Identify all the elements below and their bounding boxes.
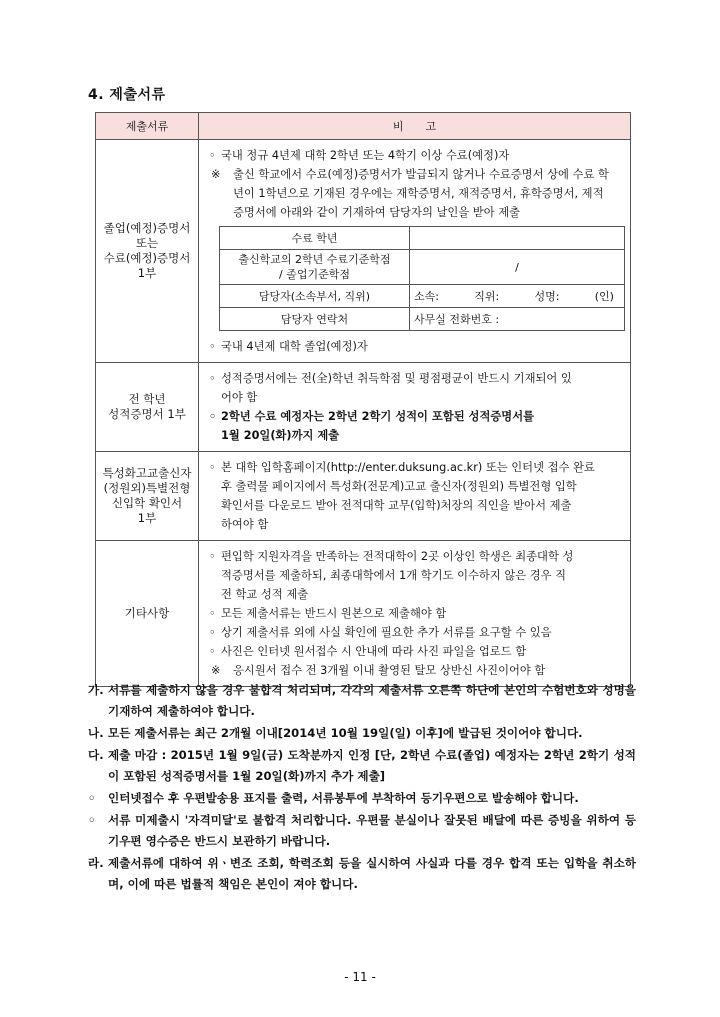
cell-value: 사무실 전화번호 :: [410, 308, 625, 331]
label-line: 수료(예정)증명서: [103, 251, 191, 265]
note-text: 출신 학교에서 수료(예정)증명서가 발급되지 않거나 수료증명서 상에 수료 학: [233, 168, 609, 181]
item-text: 적증명서를 제출하되, 최종대학에서 1개 학기도 이수하지 않은 경우 직: [221, 569, 567, 582]
item-text: 사진은 인터넷 원서접수 시 안내에 따라 사진 파일을 업로드 함: [221, 645, 527, 658]
row-label-transcript: [96, 363, 199, 452]
note-item: [207, 165, 622, 184]
item-text: 성적증명서에는 전(全)학년 취득학점 및 평점평균이 반드시 기재되어 있: [221, 372, 572, 385]
row-label-graduation: [96, 140, 199, 363]
label-line: 신입학 확인서: [111, 496, 183, 510]
table-header-row: [96, 113, 631, 140]
item-text: 2학년 수료 예정자는 2학년 2학기 성적이 포함된 성적증명서를: [221, 410, 535, 423]
item-text: 국내 4년제 대학 졸업(예정)자: [221, 340, 368, 353]
page-number: - 11 -: [344, 970, 376, 984]
list-item: [207, 623, 622, 642]
table-row: [96, 541, 631, 687]
item-text: 모든 제출서류는 반드시 원본으로 제출해야 함: [221, 607, 447, 620]
cell-label-line: 출신학교의 2학년 수료기준학점: [238, 253, 391, 266]
bullet-icon: ◦: [209, 340, 216, 353]
list-marker: 나.: [88, 726, 104, 740]
section-title: 4. 제출서류: [88, 87, 166, 103]
note-text: 응시원서 접수 전 3개월 이내 촬영된 탈모 상반신 사진이어야 함: [233, 664, 546, 677]
row-remarks-special: [199, 452, 631, 541]
table-row: [220, 308, 625, 331]
item-text: 어야 함: [221, 391, 258, 404]
list-item: [207, 642, 622, 661]
note-text: 증명서에 아래와 같이 기재하여 담당자의 날인을 받아 제출: [233, 206, 521, 219]
note-icon: ※: [211, 168, 221, 181]
bullet-icon: ◦: [209, 550, 216, 563]
label-line: 1부: [137, 511, 157, 525]
item-text: 후 출력물 페이지에서 특성화(전문계)고교 출신자(정원외) 특별전형 입학: [221, 480, 577, 493]
note-bullet-1: [88, 788, 636, 809]
list-marker: 다.: [88, 748, 104, 762]
notes-section: [88, 680, 636, 896]
bullet-icon: ◦: [209, 149, 216, 162]
note-bullet-2: [88, 810, 636, 852]
note-ra: [88, 853, 636, 895]
label-line: 1부: [137, 266, 157, 280]
bullet-icon: ◦: [88, 813, 96, 827]
list-item: [207, 458, 622, 477]
header-remarks: 비 고: [199, 113, 631, 140]
note-text: 서류 미제출시 '자격미달'로 불합격 처리합니다. 우편물 분실이나 잘못된 배달에 따른 증빙을 위하여 등기우편 영수증은 반드시 보관하기 바랍니다.: [108, 813, 636, 848]
position-field: 직위:: [474, 289, 500, 303]
list-marker: 라.: [88, 856, 104, 870]
cell-label: 담당자(소속부서, 직위): [220, 285, 410, 308]
note-text: 제출 마감 : 2015년 1월 9일(금) 도착분까지 인정 [단, 2학년 수료(졸업) 예정자는 2학년 2학기 성적이 포함된 성적증명서를 1월 20일(화)까지 추가 제출]: [108, 748, 636, 783]
bullet-icon: ◦: [209, 626, 216, 639]
affiliation-field: 소속:: [414, 289, 439, 303]
label-line: 특성화고교출신자: [102, 466, 192, 480]
table-row: [220, 285, 625, 308]
note-text: 인터넷접수 후 우편발송용 표지를 출력, 서류봉투에 부착하여 등기우편으로 발송해야 합니다.: [108, 791, 579, 805]
bullet-icon: ◦: [209, 410, 217, 423]
header-documents: 제출서류: [96, 113, 199, 140]
label-line: 전 학년: [128, 392, 166, 406]
bullet-icon: ◦: [209, 645, 216, 658]
note-icon: ※: [211, 664, 221, 677]
table-row: [220, 227, 625, 250]
note-text: 서류를 제출하지 않을 경우 불합격 처리되며, 각각의 제출서류 오른쪽 하단에 본인의 수험번호와 성명을 기재하여 제출하여야 합니다.: [108, 683, 636, 718]
table-row: [96, 452, 631, 541]
item-text: 상기 제출서류 외에 사실 확인에 필요한 추가 서류를 요구할 수 있음: [221, 626, 552, 639]
table-row: [220, 250, 625, 285]
list-marker: 가.: [88, 683, 104, 697]
row-remarks-transcript: [199, 363, 631, 452]
bullet-icon: ◦: [209, 461, 216, 474]
cell-label: [220, 250, 410, 285]
label-line: (정원외)특별전형: [103, 481, 191, 495]
bullet-icon: ◦: [209, 372, 216, 385]
cell-value: [410, 285, 625, 308]
list-item: [207, 407, 622, 426]
item-text: 확인서를 다운로드 받아 전적대학 교무(입학)처장의 직인을 받아서 제출: [221, 499, 572, 512]
cell-label: 담당자 연락처: [220, 308, 410, 331]
label-line: 또는: [135, 236, 159, 250]
list-item: [207, 547, 622, 566]
cell-value: /: [410, 250, 625, 285]
label-line: 성적증명서 1부: [108, 407, 186, 421]
row-remarks-other: [199, 541, 631, 687]
note-da: [88, 745, 636, 787]
row-label-special: [96, 452, 199, 541]
row-label-other: 기타사항: [96, 541, 199, 687]
list-item: [207, 146, 622, 165]
item-text: 국내 정규 4년제 대학 2학년 또는 4학기 이상 수료(예정)자: [221, 149, 510, 162]
seal-field: (인): [594, 289, 614, 303]
label-line: 졸업(예정)증명서: [103, 221, 191, 235]
list-item: [207, 604, 622, 623]
cell-value: [410, 227, 625, 250]
item-text: 1월 20일(화)까지 제출: [221, 429, 340, 442]
row-remarks-graduation: [199, 140, 631, 363]
list-item: [207, 369, 622, 388]
item-text: 하여야 함: [221, 518, 269, 531]
item-text: 편입학 지원자격을 만족하는 전적대학이 2곳 이상인 학생은 최종대학 성: [221, 550, 574, 563]
bullet-icon: ◦: [209, 607, 216, 620]
cell-label-line: / 졸업기준학점: [279, 268, 350, 281]
documents-table: [95, 112, 631, 687]
cell-label: 수료 학년: [220, 227, 410, 250]
bullet-icon: ◦: [88, 791, 96, 805]
note-ga: [88, 680, 636, 722]
list-item: [207, 337, 622, 356]
verification-table: [219, 226, 625, 331]
note-text: 모든 제출서류는 최근 2개월 이내[2014년 10월 19일(일) 이후]에 발급된 것이어야 합니다.: [108, 726, 583, 740]
table-row: [96, 363, 631, 452]
note-item: [207, 661, 622, 680]
note-text: 년이 1학년으로 기재된 경우에는 재학증명서, 재적증명서, 휴학증명서, 제적: [233, 187, 604, 200]
item-text: 본 대학 입학홈페이지(http://enter.duksung.ac.kr) 또는 인터넷 접수 완료: [221, 461, 595, 474]
note-text: 제출서류에 대하여 위ㆍ변조 조회, 학력조회 등을 실시하여 사실과 다를 경우 합격 또는 입학을 취소하며, 이에 따른 법률적 책임은 본인이 져야 합니다.: [108, 856, 636, 891]
name-field: 성명:: [534, 289, 560, 303]
note-na: [88, 723, 636, 744]
table-row: [96, 140, 631, 363]
item-text: 전 학교 성적 제출: [221, 588, 309, 601]
